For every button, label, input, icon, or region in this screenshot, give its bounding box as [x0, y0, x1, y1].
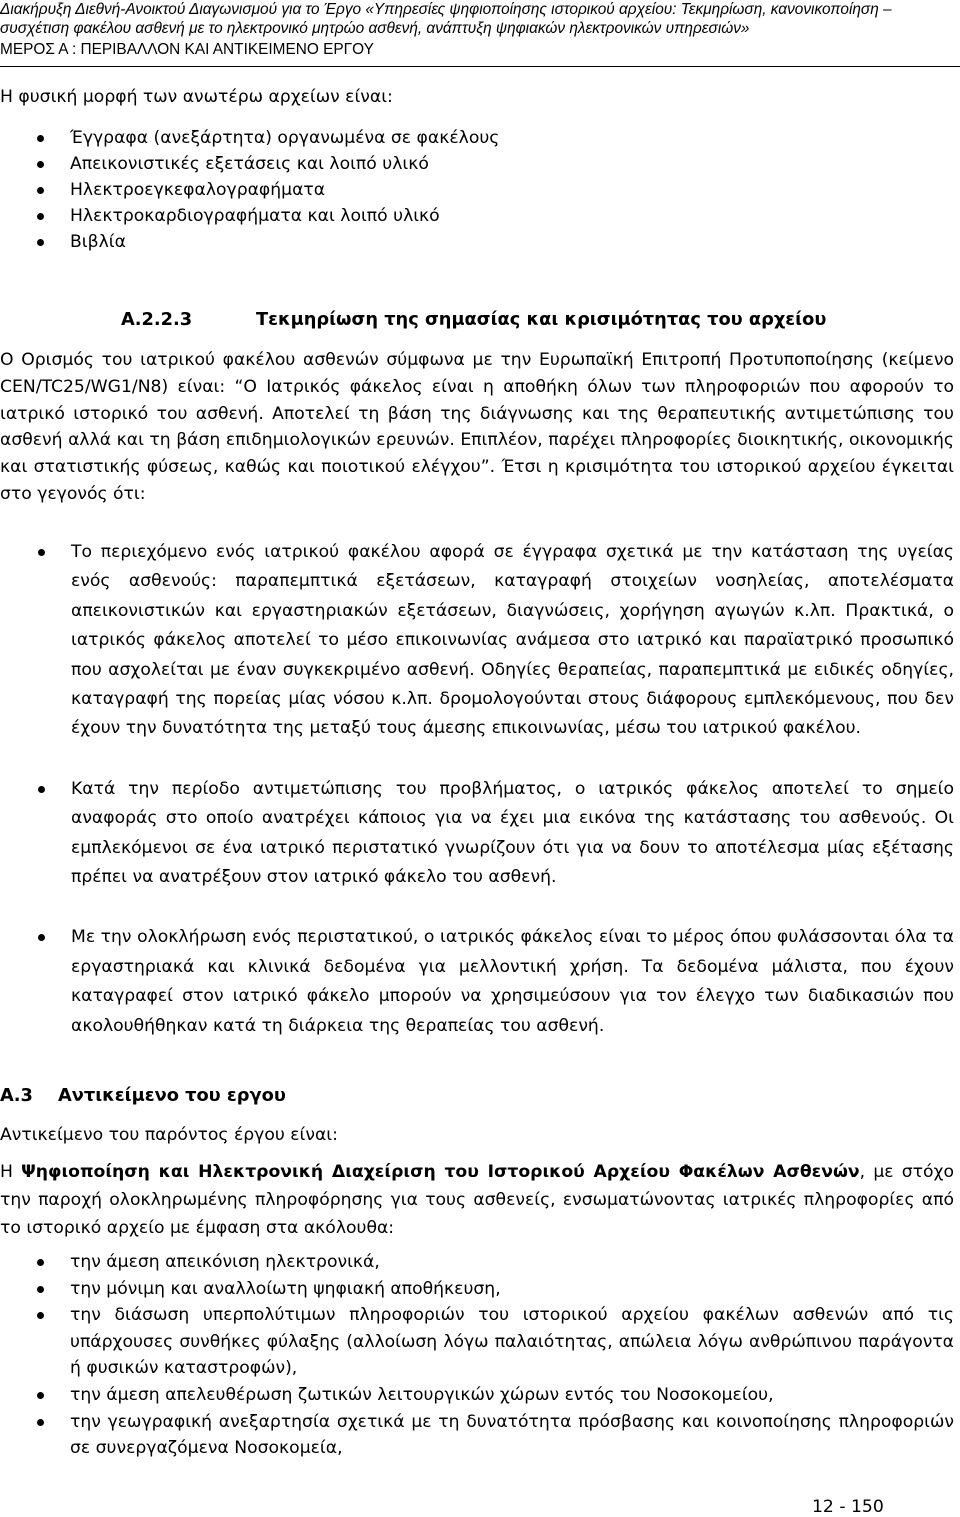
section-title: Αντικείμενο του εργου [58, 1085, 286, 1106]
header-line-1: Διακήρυξη Διεθνή-Ανοικτού Διαγωνισμού για το Έργο «Υπηρεσίες ψηφιοποίησης ιστορικού αρχείου: Τεκμηρίωση, κανονικοποίηση – [0, 1, 892, 18]
section-number: Α.2.2.3 [121, 309, 193, 330]
page-number: 12 - 150 [812, 1497, 884, 1517]
list-item: την άμεση απελευθέρωση ζωτικών λειτουργικών χώρων εντός του Νοσοκομείου, [0, 1382, 954, 1409]
header-line-2: συσχέτιση φακέλου ασθενή με το ηλεκτρονικό μητρώο ασθενή, ανάπτυξη ψηφιακών ηλεκτρονικών υπηρεσιών» [0, 20, 750, 37]
project-object-paragraph [0, 1158, 954, 1242]
list-item: την άμεση απεικόνιση ηλεκτρονικά, [0, 1249, 954, 1276]
section-number: Α.3 [0, 1085, 33, 1106]
section-title: Τεκμηρίωση της σημασίας και κρισιμότητας του αρχείου [256, 309, 827, 330]
header-divider [0, 66, 960, 67]
list-item: την μόνιμη και αναλλοίωτη ψηφιακή αποθήκευση, [0, 1276, 954, 1303]
list-item: την διάσωση υπερπολύτιμων πληροφοριών του ιστορικού αρχείου φακέλων ασθενών από τις υπάρχουσες συνθήκες φύλαξης (αλλοίωση λόγω παλαιότητας, απώλεια λόγω ανθρώπινου παράγοντα ή φυσικών καταστροφών), [0, 1302, 954, 1382]
para-prefix: Η [0, 1162, 22, 1182]
list-item: Κατά την περίοδο αντιμετώπισης του προβλήματος, ο ιατρικός φάκελος αποτελεί το σημείο αναφοράς στο οποίο ανατρέχει κάποιος για να έχει μια εικόνα της κατάστασης του ασθενούς. Οι εμπλεκόμενοι σε ένα ιατρικό περιστατικό γνωρίζουν ότι για να δουν το αποτέλεσμα μίας εξέτασης πρέπει να ανατρέξουν στον ιατρικό φάκελο του ασθενή. [0, 775, 954, 893]
list-item: Ηλεκτροεγκεφαλογραφήματα [0, 177, 960, 203]
list-item: Το περιεχόμενο ενός ιατρικού φακέλου αφορά σε έγγραφα σχετικά με την κατάσταση της υγείας ενός ασθενούς: παραπεμπτικά εξετάσεων, καταγραφή στοιχείων νοσηλείας, αποτελέσματα απεικονιστικών και εργαστηριακών εξετάσεων, διαγνώσεις, χορήγηση αγωγών κ.λπ. Πρακτικά, ο ιατρικός φάκελος αποτελεί το μέσο επικοινωνίας ανάμεσα στο ιατρικό και παραϊατρικό προσωπικό που ασχολείται με έναν συγκεκριμένο ασθενή. Οδηγίες θεραπείας, παραπεμπτικά με ειδικές οδηγίες, καταγραφή της πορείας μίας νόσου κ.λπ. δρομολογούνται στους διάφορους εμπλεκόμενους, που δεν έχουν την δυνατότητα της μεταξύ τους άμεσης επικοινωνίας, μέσω του ιατρικού φακέλου. [0, 538, 954, 744]
objectives-list [0, 1249, 954, 1462]
para-suffix: , με στόχο την παροχή ολοκληρωμένης πληροφόρησης για τους ασθενείς, ενσωματώνοντας ιατρικές πληροφορίες από το ιστορικό αρχείο με έμφαση στα ακόλουθα: [0, 1162, 954, 1238]
definition-paragraph: Ο Ορισμός του ιατρικού φακέλου ασθενών σύμφωνα με την Ευρωπαϊκή Επιτροπή Προτυποποίησης (κείμενο CEN/TC25/WG1/N8) είναι: “Ο Ιατρικός φάκελος είναι η αποθήκη όλων των πληροφοριών που αφορούν το ιατρικό ιστορικό του ασθενή. Αποτελεί τη βάση της διάγνωσης και της θεραπευτικής αντιμετώπισης του ασθενή αλλά και τη βάση επιδημιολογικών ερευνών. Επιπλέον, παρέχει πληροφορίες διοικητικής, οικονομικής και στατιστικής φύσεως, καθώς και ποιοτικού ελέγχου”. Έτσι η κρισιμότητα του ιστορικού αρχείου έγκειται στο γεγονός ότι: [0, 350, 954, 504]
section-subtitle: Αντικείμενο του παρόντος έργου είναι: [0, 1125, 338, 1145]
physical-forms-list [0, 125, 960, 255]
criticality-list [0, 538, 954, 1072]
list-item: Έγγραφα (ανεξάρτητα) οργανωμένα σε φακέλους [0, 125, 960, 151]
list-item: Με την ολοκλήρωση ενός περιστατικού, ο ιατρικός φάκελος είναι το μέρος όπου φυλάσσονται όλα τα εργαστηριακά και κλινικά δεδομένα για μελλοντική χρήση. Τα δεδομένα μάλιστα, που έχουν καταγραφεί στον ιατρικό φάκελο μπορούν να χρησιμεύσουν για τον έλεγχο των διαδικασιών που ακολουθήθηκαν κατά τη διάρκεια της θεραπείας του ασθενή. [0, 923, 954, 1041]
header-section-label: ΜΕΡΟΣ Α : ΠΕΡΙΒΑΛΛΟΝ ΚΑΙ ΑΝΤΙΚΕΙΜΕΝΟ ΕΡΓΟΥ [0, 41, 374, 58]
list-item: Απεικονιστικές εξετάσεις και λοιπό υλικό [0, 151, 960, 177]
project-name-bold: Ψηφιοποίηση και Ηλεκτρονική Διαχείριση του Ιστορικού Αρχείου Φακέλων Ασθενών [21, 1162, 860, 1182]
list-item: Βιβλία [0, 229, 960, 255]
list-item: Ηλεκτροκαρδιογραφήματα και λοιπό υλικό [0, 203, 960, 229]
intro-text: Η φυσική μορφή των ανωτέρω αρχείων είναι: [0, 87, 393, 107]
page-header [0, 0, 960, 66]
list-item: την γεωγραφική ανεξαρτησία σχετικά με τη δυνατότητα πρόσβασης και κοινοποίησης πληροφοριών σε συνεργαζόμενα Νοσοκομεία, [0, 1409, 954, 1462]
